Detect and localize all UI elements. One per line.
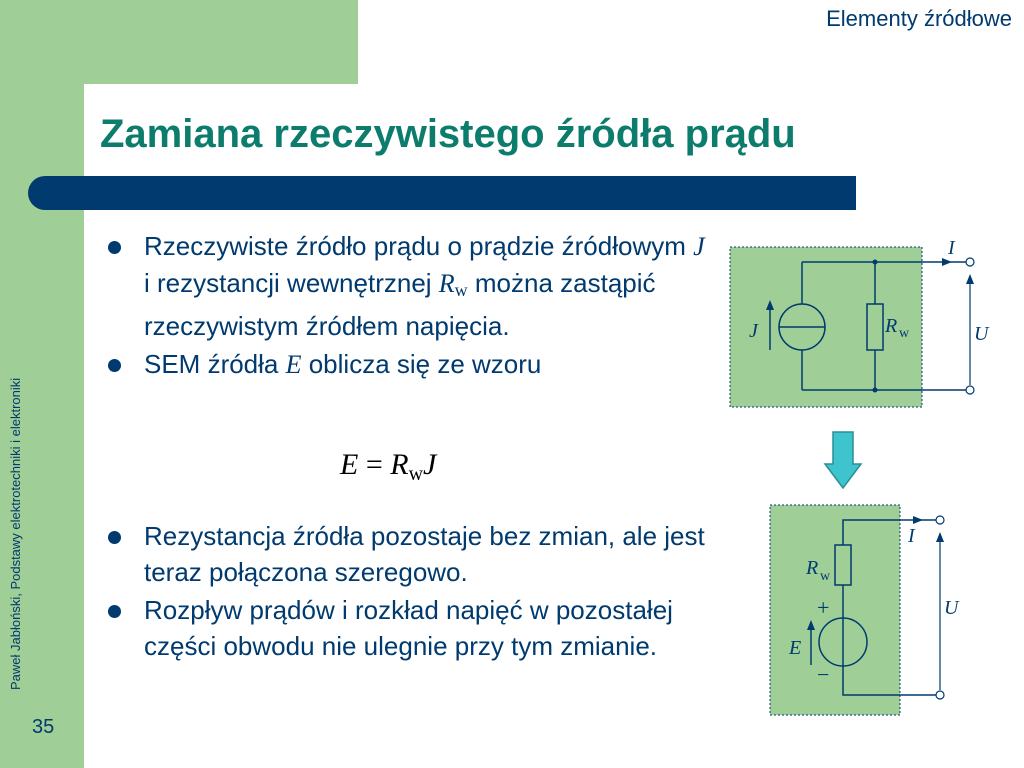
label-R-sub: w: [820, 569, 831, 584]
label-I: I: [948, 237, 955, 259]
terminal-icon: [936, 516, 944, 524]
plus-sign: +: [817, 595, 830, 620]
symbol-R: R: [438, 269, 455, 298]
label-U: U: [944, 597, 959, 619]
circuit-background: [770, 505, 900, 715]
formula-subscript: w: [408, 463, 424, 485]
author-credit: Paweł Jabłoński, Podstawy elektrotechniki i elektroniki: [8, 377, 23, 690]
page-number: 35: [32, 716, 55, 738]
symbol-E: E: [285, 350, 302, 379]
current-source-circuit: [730, 237, 990, 407]
symbol-J: J: [693, 232, 705, 261]
formula-R: R: [390, 448, 409, 481]
section-label: Elementy źródłowe: [826, 6, 1012, 31]
label-U: U: [974, 323, 989, 345]
terminal-icon: [966, 258, 974, 266]
label-J: J: [749, 320, 758, 342]
voltage-source-circuit: [770, 505, 960, 715]
bullet-text: SEM źródła: [144, 349, 286, 379]
bullet-text: Rzeczywiste źródło prądu o prądzie źródłowym: [144, 231, 694, 261]
minus-sign: −: [817, 662, 830, 687]
bullet-text: i rezystancji wewnętrznej: [144, 268, 439, 298]
symbol-subscript: w: [454, 280, 468, 300]
label-E: E: [789, 637, 802, 659]
label-R-sub: w: [899, 326, 910, 341]
bullet-text: można zastąpić rzeczywistym źródłem napięcia.: [144, 268, 656, 341]
label-I: I: [908, 525, 915, 547]
label-R: R: [885, 315, 898, 337]
label-R: R: [806, 557, 819, 579]
slide-title: Zamiana rzeczywistego źródła prądu: [100, 112, 796, 156]
terminal-icon: [966, 386, 974, 394]
formula-equals: =: [358, 448, 391, 481]
bullet-text: oblicza się ze wzoru: [301, 349, 542, 379]
formula-J: J: [423, 448, 437, 481]
bullet-item: Rozpływ prądów i rozkład napięć w pozostałej części obwodu nie ulegnie przy tym zmianie.: [106, 592, 716, 664]
conversion-arrow-icon: [825, 432, 861, 488]
bullet-item: Rezystancja źródła pozostaje bez zmian, ale jest teraz połączona szeregowo.: [106, 518, 716, 590]
terminal-icon: [936, 691, 944, 699]
formula-E: E: [340, 448, 359, 481]
